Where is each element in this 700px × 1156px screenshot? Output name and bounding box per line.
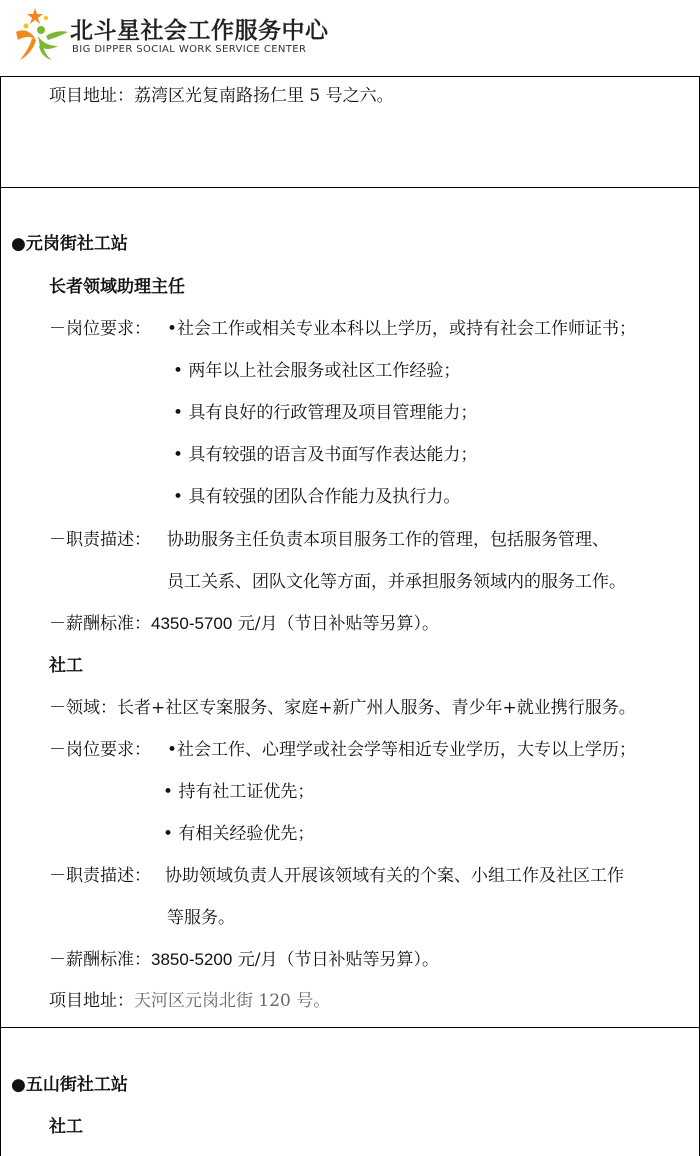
station-title-yuangang: ●元岗街社工站 (11, 234, 128, 254)
big-dipper-logo-icon (12, 6, 70, 62)
section-divider (1, 1027, 699, 1028)
duty-text: 协助服务主任负责本项目服务工作的管理，包括服务管理、 (167, 530, 609, 550)
project-address-line (49, 990, 330, 1012)
salary-suffix: 元/月（节日补贴等另算）。 (232, 950, 439, 970)
job-title-social-worker: 社工 (49, 1117, 83, 1137)
salary-line (49, 949, 439, 971)
address-value: 天河区元岗北街 120 号。 (134, 991, 331, 1011)
field-line: －领域：长者+社区专案服务、家庭+新广州人服务、青少年+就业携行服务。 (49, 698, 636, 718)
requirement-item: •社会工作、心理学或社会学等相近专业学历，大专以上学历； (167, 740, 637, 760)
salary-suffix: 元/月（节日补贴等另算）。 (232, 614, 439, 634)
salary-line (49, 613, 439, 635)
requirements-label: －岗位要求： (49, 740, 151, 760)
requirement-item: • 具有较强的语言及书面写作表达能力； (173, 445, 478, 465)
duty-text: 员工关系、团队文化等方面，并承担服务领域内的服务工作。 (167, 572, 626, 592)
org-name-chinese: 北斗星社会工作服务中心 (70, 18, 329, 44)
duty-text: 等服务。 (167, 908, 235, 928)
requirements-label: －岗位要求： (49, 319, 151, 339)
requirement-item: • 两年以上社会服务或社区工作经验； (173, 361, 461, 381)
duties-label: －职责描述： (49, 530, 151, 550)
requirement-item: •社会工作或相关专业本科以上学历，或持有社会工作师证书； (167, 319, 637, 339)
document-table (0, 76, 700, 1156)
prev-project-address: 项目地址：荔湾区光复南路扬仁里 5 号之六。 (49, 86, 394, 106)
salary-range: 3850-5200 (151, 950, 233, 969)
salary-range: 4350-5700 (151, 614, 233, 633)
job-title-social-worker: 社工 (49, 656, 83, 676)
duties-label: －职责描述： (49, 866, 151, 886)
section-divider (1, 187, 699, 188)
salary-label: －薪酬标准： (49, 614, 151, 634)
salary-label: －薪酬标准： (49, 950, 151, 970)
requirement-item: • 具有良好的行政管理及项目管理能力； (173, 403, 478, 423)
requirement-item: • 有相关经验优先； (163, 824, 315, 844)
address-label: 项目地址： (49, 991, 134, 1011)
job-title-elderly-assistant-director: 长者领域助理主任 (49, 277, 185, 297)
requirement-item: • 持有社工证优先； (163, 782, 315, 802)
org-name-english: BIG DIPPER SOCIAL WORK SERVICE CENTER (72, 44, 307, 55)
page-header (0, 0, 700, 72)
duty-text: 协助领域负责人开展该领域有关的个案、小组工作及社区工作 (165, 866, 624, 886)
requirement-item: • 具有较强的团队合作能力及执行力。 (173, 487, 461, 507)
station-title-wushan: ●五山街社工站 (11, 1075, 128, 1095)
